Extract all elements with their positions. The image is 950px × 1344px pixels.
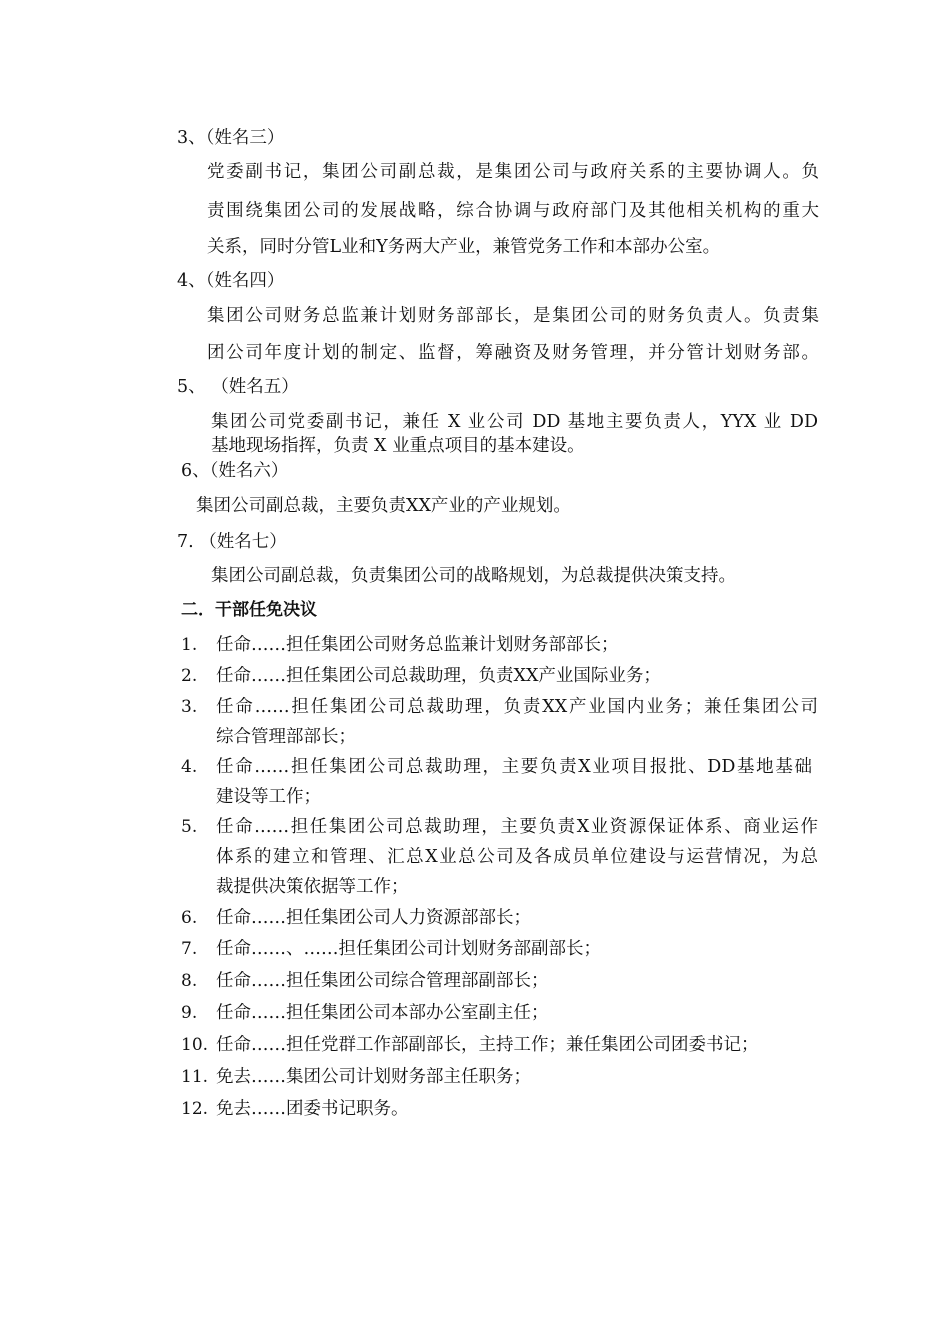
person-description-line: 党委副书记，集团公司副总裁，是集团公司与政府关系的主要协调人。负 [207,162,819,182]
section-heading: 二．干部任免决议 [181,600,317,620]
list-item-number: 1. [181,635,198,655]
list-item-number: 9. [181,1003,198,1023]
person-heading: 3、（姓名三） [177,128,285,148]
list-item-number: 10. [181,1035,209,1055]
list-item-text: 任命……担任集团公司总裁助理，主要负责X业项目报批、DD基地基础 [216,757,812,777]
list-item-number: 3. [181,697,198,717]
list-item-text: 免去……集团公司计划财务部主任职务； [216,1067,531,1087]
list-item-text: 任命……担任集团公司总裁助理，负责XX产业国内业务；兼任集团公司 [216,697,818,717]
person-heading: 4、（姓名四） [177,271,285,291]
list-item-number: 6. [181,908,198,928]
list-item-text: 任命……、……担任集团公司计划财务部副部长； [216,939,601,959]
list-item-text: 裁提供决策依据等工作； [216,877,409,897]
list-item-number: 8. [181,971,198,991]
person-description-line: 集团公司财务总监兼计划财务部部长，是集团公司的财务负责人。负责集 [207,306,819,326]
list-item-number: 7. [181,939,198,959]
list-item-number: 2. [181,666,198,686]
list-item-number: 5. [181,817,198,837]
list-item-text: 体系的建立和管理、汇总X业总公司及各成员单位建设与运营情况，为总 [216,847,818,867]
person-description-line: 集团公司党委副书记，兼任 X 业公司 DD 基地主要负责人，YYX 业 DD [211,412,818,432]
list-item-text: 任命……担任集团公司本部办公室副主任； [216,1003,549,1023]
list-item-number: 12. [181,1099,209,1119]
person-description-line: 团公司年度计划的制定、监督，筹融资及财务管理，并分管计划财务部。 [207,343,819,363]
person-heading: 6、（姓名六） [181,461,289,481]
person-description-line: 基地现场指挥，负责 X 业重点项目的基本建设。 [211,436,585,456]
list-item-text: 任命……担任集团公司人力资源部部长； [216,908,531,928]
person-description-line: 集团公司副总裁，负责集团公司的战略规划，为总裁提供决策支持。 [211,566,736,586]
person-heading: 7. （姓名七） [177,532,287,552]
list-item-text: 任命……担任集团公司财务总监兼计划财务部部长； [216,635,619,655]
list-item-text: 建设等工作； [216,787,321,807]
list-item-text: 任命……担任集团公司总裁助理，主要负责X业资源保证体系、商业运作 [216,817,818,837]
list-item-number: 11. [181,1067,209,1087]
person-description-line: 责围绕集团公司的发展战略，综合协调与政府部门及其他相关机构的重大 [207,201,819,221]
person-description-line: 集团公司副总裁，主要负责XX产业的产业规划。 [196,496,571,516]
list-item-text: 综合管理部部长； [216,727,356,747]
list-item-text: 任命……担任党群工作部副部长，主持工作；兼任集团公司团委书记； [216,1035,759,1055]
person-description-line: 关系，同时分管L业和Y务两大产业，兼管党务工作和本部办公室。 [207,237,721,257]
list-item-text: 任命……担任集团公司总裁助理，负责XX产业国际业务； [216,666,661,686]
list-item-text: 任命……担任集团公司综合管理部副部长； [216,971,549,991]
list-item-text: 免去……团委书记职务。 [216,1099,409,1119]
list-item-number: 4. [181,757,198,777]
person-heading: 5、 （姓名五） [177,377,299,397]
